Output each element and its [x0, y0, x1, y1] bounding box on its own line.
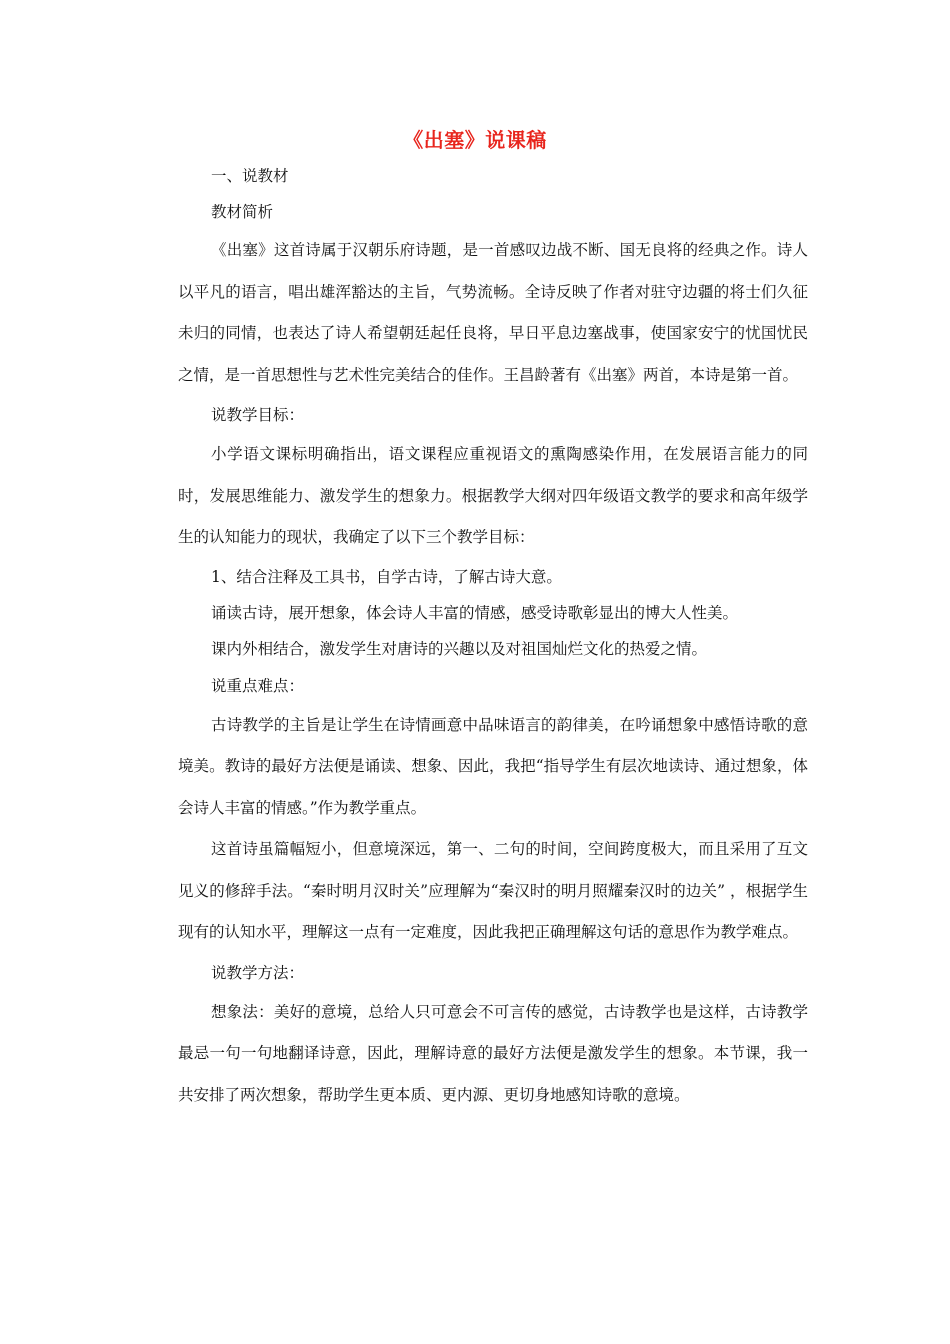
paragraph-textbook-analysis: 《出塞》这首诗属于汉朝乐府诗题，是一首感叹边战不断、国无良将的经典之作。诗人以平凡的语言，唱出雄浑豁达的主旨，气势流畅。全诗反映了作者对驻守边疆的将士们久征未归的同情，也表达了诗人希望朝廷起任良将，早日平息边塞战事，使国家安宁的忧国忧民之情，是一首思想性与艺术性完美结合的佳作。王昌龄著有《出塞》两首，本诗是第一首。 [178, 241, 808, 384]
paragraph-teaching-goals: 小学语文课标明确指出，语文课程应重视语文的熏陶感染作用，在发展语言能力的同时，发展思维能力、激发学生的想象力。根据教学大纲对四年级语文教学的要求和高年级学生的认知能力的现状，我确定了以下三个教学目标： [178, 445, 808, 546]
paragraph-key-points: 古诗教学的主旨是让学生在诗情画意中品味语言的韵律美，在吟诵想象中感悟诗歌的意境美。教诗的最好方法便是诵读、想象、因此，我把“指导学生有层次地读诗、通过想象，体会诗人丰富的情感。”作为教学重点。 [178, 715, 808, 817]
goal-item-3: 课内外相结合，激发学生对唐诗的兴趣以及对祖国灿烂文化的热爱之情。 [211, 639, 708, 658]
subheading-textbook-analysis: 教材简析 [211, 203, 274, 221]
goal-item-1: 1、结合注释及工具书，自学古诗，了解古诗大意。 [211, 567, 562, 586]
subheading-teaching-goals: 说教学目标： [211, 406, 305, 424]
goal-item-2: 诵读古诗，展开想象，体会诗人丰富的情感，感受诗歌彰显出的博大人性美。 [211, 603, 739, 622]
paragraph-imagination-method: 想象法：美好的意境，总给人只可意会不可言传的感觉，古诗教学也是这样，古诗教学最忌一句一句地翻译诗意，因此，理解诗意的最好方法便是激发学生的想象。本节课，我一共安排了两次想象，帮助学生更本质、更内源、更切身地感知诗歌的意境。 [178, 1002, 808, 1104]
subheading-teaching-methods: 说教学方法： [211, 963, 305, 982]
document-title: 《出塞》说课稿 [403, 128, 547, 152]
subheading-key-points: 说重点难点： [211, 676, 305, 695]
section-heading-textbook: 一、说教材 [211, 167, 289, 185]
document-body [178, 158, 808, 1116]
paragraph-difficulty: 这首诗虽篇幅短小，但意境深远，第一、二句的时间，空间跨度极大，而且采用了互文见义的修辞手法。“秦时明月汉时关”应理解为“秦汉时的明月照耀秦汉时的边关” ，根据学生现有的认知水平，理解这一点有一定难度，因此我把正确理解这句话的意思作为教学难点。 [178, 840, 808, 941]
